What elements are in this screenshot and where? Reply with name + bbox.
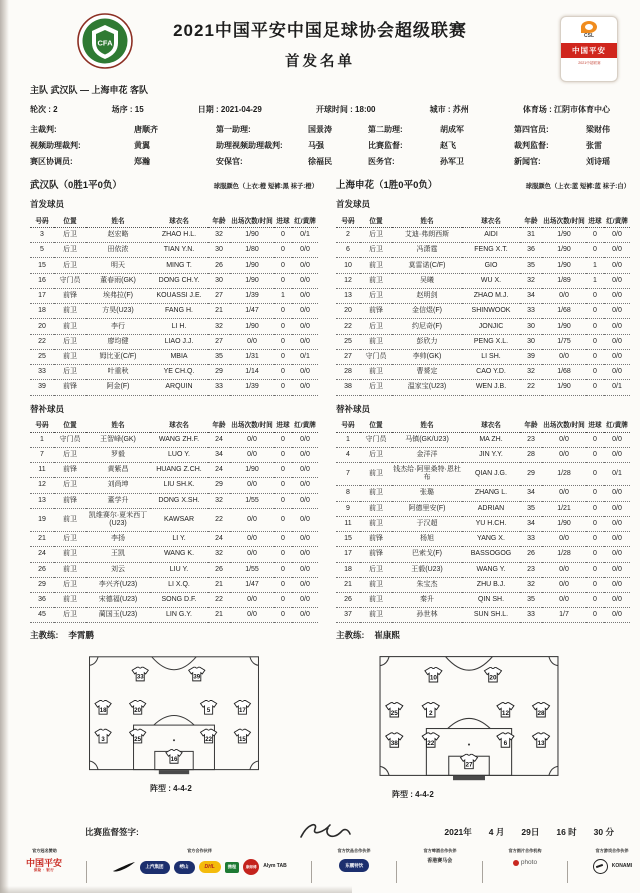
- away-formation-pitch: [376, 655, 562, 785]
- player-row: 25 前卫 彭欣力 PENG X.L. 30 1/75 0 0/0: [336, 334, 630, 349]
- player-row: 17 前锋 埃弗拉(F) KOUASSI J.E. 27 1/39 1 0/0: [30, 288, 318, 303]
- csl-brand-band: 中国平安: [561, 43, 617, 58]
- svg-text:39: 39: [193, 675, 201, 682]
- away-formation: [376, 655, 562, 800]
- away-team-name: 上海申花（1胜0平0负）: [336, 180, 438, 191]
- sponsor-group-header: 官方啤酒合作伙伴: [423, 848, 457, 853]
- sponsor-group-header: 官方游戏合作伙伴: [595, 848, 629, 853]
- player-row: 1 守门员 王智峰(GK) WANG ZH.F. 24 0/0 0 0/0: [30, 432, 318, 447]
- column-header: 红/黄牌: [292, 417, 318, 433]
- player-shirt-icon: [386, 733, 403, 747]
- sponsor-logo: 香港赛马会: [427, 858, 453, 864]
- match-info-item: 体育场 : 江阴市体育中心: [522, 105, 610, 114]
- player-shirt-icon: [234, 701, 250, 715]
- player-row: 17 前锋 巴索戈(F) BASSOGOG 26 1/28 0 0/0: [336, 547, 630, 562]
- player-row: 18 后卫 王毅(U23) WANG Y. 23 0/0 0 0/0: [336, 562, 630, 577]
- svg-text:33: 33: [136, 675, 144, 682]
- sponsor-divider: [86, 861, 87, 883]
- player-row: 45 后卫 蔺国玉(U23) LIN G.Y. 21 0/0 0 0/0: [30, 608, 318, 623]
- player-row: 39 前锋 阿金(F) ARQUIN 33 1/39 0 0/0: [30, 380, 318, 395]
- player-row: 9 前卫 阿德里安(F) ADRIAN 35 1/21 0 0/0: [336, 501, 630, 516]
- player-row: 4 后卫 金洋洋 JIN Y.Y. 28 0/0 0 0/0: [336, 447, 630, 462]
- roster-header-row: [336, 212, 630, 228]
- column-header: 进球: [586, 417, 604, 433]
- official-cell: 赛区协调员: 郑瀚: [30, 157, 150, 166]
- player-shirt-icon: [166, 750, 182, 764]
- scan-edge-shadow-bottom: [0, 886, 352, 893]
- away-subs-table: [336, 417, 630, 624]
- column-header: 姓名: [392, 212, 462, 228]
- svg-text:6: 6: [503, 740, 508, 748]
- scan-edge-shadow: [0, 0, 9, 893]
- game-badge-icon: [593, 859, 608, 874]
- sponsor-group: [112, 848, 287, 875]
- column-header: 出场次数/时间: [230, 417, 274, 433]
- column-header: 球衣名: [150, 417, 208, 433]
- column-header: 进球: [274, 417, 292, 433]
- sponsor-group-header: 官方图片合作机构: [508, 848, 542, 853]
- sponsor-strip: [26, 848, 632, 883]
- player-shirt-icon: [484, 668, 501, 682]
- svg-text:5: 5: [206, 708, 211, 715]
- formation-diagrams: [88, 655, 640, 800]
- match-info-item: 场序 : 15: [111, 105, 144, 114]
- official-cell: 主裁判: 唐顺齐: [30, 125, 158, 134]
- svg-text:20: 20: [489, 675, 497, 683]
- player-shirt-icon: [425, 668, 442, 682]
- column-header: 位置: [360, 417, 392, 433]
- player-shirt-icon: [422, 733, 439, 747]
- column-header: 红/黄牌: [604, 417, 630, 433]
- sponsor-group: [336, 848, 372, 872]
- player-row: 20 前卫 李行 LI H. 32 1/90 0 0/0: [30, 319, 318, 334]
- column-header: 号码: [30, 212, 54, 228]
- home-formation-pitch: [88, 655, 260, 779]
- official-cell: 助理视频助理裁判: 马强: [216, 141, 324, 150]
- player-row: 38 后卫 温家宝(U23) WEN J.B. 22 1/90 0 0/1: [336, 380, 630, 395]
- player-row: 21 后卫 李扬 LI Y. 24 0/0 0 0/0: [30, 532, 318, 547]
- svg-text:10: 10: [429, 675, 437, 683]
- csl-flame-icon: CSL: [581, 17, 597, 43]
- player-row: 7 后卫 罗毅 LUO Y. 34 0/0 0 0/0: [30, 447, 318, 462]
- player-row: 7 前卫 钱杰给·阿里桑特·恩杜布 QIAN J.G. 29 1/28 0 0/1: [336, 463, 630, 486]
- player-shirt-icon: [95, 730, 111, 744]
- date-part: 4 月: [488, 827, 505, 838]
- coach-label: 主教练:: [30, 630, 59, 641]
- home-subs-table: [30, 417, 318, 624]
- signature-row: [85, 818, 614, 846]
- match-info-item: 轮次 : 2: [30, 105, 58, 114]
- svg-text:25: 25: [134, 737, 142, 744]
- page-subtitle: 首发名单: [285, 54, 355, 70]
- date-part: 29日: [521, 827, 540, 838]
- column-header: 出场次数/时间: [542, 417, 586, 433]
- sponsor-group: [507, 848, 543, 866]
- svg-text:CFA: CFA: [97, 38, 113, 48]
- home-starters-table: [30, 212, 318, 396]
- roster-header-row: [30, 417, 318, 433]
- away-kit-colors: 球服颜色（上衣:蓝 短裤:蓝 袜子:白）: [525, 183, 630, 190]
- column-header: 位置: [54, 212, 86, 228]
- player-shirt-icon: [132, 668, 148, 682]
- player-row: 29 后卫 李兴齐(U23) LI X.Q. 21 1/47 0 0/0: [30, 577, 318, 592]
- player-row: 8 前卫 张璐 ZHANG L. 34 0/0 0 0/0: [336, 486, 630, 501]
- column-header: 位置: [54, 417, 86, 433]
- player-shirt-icon: [201, 701, 217, 715]
- player-shirt-icon: [422, 703, 439, 717]
- sponsor-divider: [482, 861, 483, 883]
- player-shirt-icon: [497, 703, 514, 717]
- column-header: 出场次数/时间: [542, 212, 586, 228]
- match-info-row: [30, 104, 610, 115]
- header: [0, 0, 640, 71]
- sponsor-logo: 携程: [225, 862, 239, 873]
- player-shirt-icon: [533, 703, 550, 717]
- match-info-item: 城市 : 苏州: [429, 105, 469, 114]
- home-subs-label: 替补球员: [30, 403, 65, 414]
- matchup-line: 主队 武汉队 — 上海申花 客队: [30, 85, 149, 95]
- csl-pingan-badge: [560, 16, 618, 82]
- sponsor-logo: 东鹏特饮: [339, 859, 369, 872]
- sponsor-group-header: 官方冠名赞助: [31, 848, 57, 853]
- player-row: 37 前卫 孙世林 SUN SH.L. 33 1/7 0 0/0: [336, 608, 630, 623]
- signature-date: [444, 826, 614, 838]
- svg-text:20: 20: [134, 708, 142, 715]
- supervisor-signature-label: 比赛监督签字:: [85, 827, 139, 838]
- player-row: 15 后卫 明天 MING T. 26 1/90 0 0/0: [30, 258, 318, 273]
- match-info-item: 日期 : 2021-04-29: [197, 105, 262, 114]
- column-header: 姓名: [86, 417, 150, 433]
- home-coach-name: 李霄鹏: [68, 630, 94, 641]
- column-header: 红/黄牌: [604, 212, 630, 228]
- player-row: 28 前卫 曹赟定 CAO Y.D. 32 1/68 0 0/0: [336, 365, 630, 380]
- player-row: 19 前卫 凯维赛尔·夏米西丁(U23) KAWSAR 22 0/0 0 0/0: [30, 508, 318, 531]
- column-header: 球衣名: [150, 212, 208, 228]
- official-cell: 第四官员: 梁财伟: [514, 125, 610, 134]
- player-row: 22 后卫 廖均健 LIAO J.J. 27 0/0 0 0/0: [30, 334, 318, 349]
- officials-grid: [30, 124, 612, 167]
- sponsor-logo: KONAMI: [611, 862, 632, 869]
- player-shirt-icon: [189, 668, 205, 682]
- roster-header-row: [30, 212, 318, 228]
- player-row: 16 守门员 董春雨(GK) DONG CH.Y. 30 1/90 0 0/0: [30, 273, 318, 288]
- column-header: 出场次数/时间: [230, 212, 274, 228]
- home-formation-label: 阵型 : 4-4-2: [150, 784, 192, 794]
- home-team-name: 武汉队（0胜1平0负）: [30, 180, 122, 191]
- player-shirt-icon: [460, 755, 477, 769]
- home-formation: [88, 655, 260, 800]
- column-header: 年龄: [520, 417, 542, 433]
- player-row: 12 后卫 刘尚坤 LIU SH.K. 29 0/0 0 0/0: [30, 478, 318, 493]
- player-row: 11 前锋 黄紫昌 HUANG Z.CH. 24 1/90 0 0/0: [30, 463, 318, 478]
- home-team-column: [30, 177, 318, 641]
- player-row: 6 后卫 冯潇霆 FENG X.T. 36 1/90 0 0/0: [336, 243, 630, 258]
- svg-text:2: 2: [428, 710, 433, 718]
- svg-text:12: 12: [501, 710, 509, 718]
- sponsor-divider: [311, 861, 312, 883]
- sponsor-group-header: 官方饮品合作伙伴: [337, 848, 371, 853]
- sponsor-logo: photo: [513, 859, 537, 866]
- player-row: 18 前卫 方昊(U23) FANG H. 21 1/47 0 0/0: [30, 304, 318, 319]
- player-row: 1 守门员 马镇(GK/U23) MA ZH. 23 0/0 0 0/0: [336, 432, 630, 447]
- player-row: 12 前卫 吴曦 WU X. 32 1/89 1 0/0: [336, 273, 630, 288]
- player-row: 11 前卫 于汉超 YU H.CH. 34 1/90 0 0/0: [336, 516, 630, 531]
- official-cell: 第二助理: 胡成军: [368, 125, 464, 134]
- player-row: 26 前卫 刘云 LIU Y. 26 1/55 0 0/0: [30, 562, 318, 577]
- away-starters-table: [336, 212, 630, 396]
- sponsor-logo: 康师傅: [243, 859, 259, 875]
- official-cell: 视频助理裁判: 黄翼: [30, 141, 150, 150]
- home-coach-line: [30, 629, 318, 641]
- away-subs-label: 替补球员: [336, 403, 371, 414]
- player-row: 21 前卫 朱宝杰 ZHU B.J. 32 0/0 0 0/0: [336, 577, 630, 592]
- player-row: 36 前卫 宋德福(U23) SONG D.F. 22 0/0 0 0/0: [30, 592, 318, 607]
- column-header: 进球: [586, 212, 604, 228]
- player-shirt-icon: [386, 703, 403, 717]
- svg-text:13: 13: [537, 740, 545, 748]
- player-row: 15 前锋 杨旭 YANG X. 33 0/0 0 0/0: [336, 532, 630, 547]
- match-info-item: 开球时间 : 18:00: [315, 105, 376, 114]
- column-header: 年龄: [208, 417, 230, 433]
- player-row: 20 前锋 金信煜(F) SHINWOOK 33 1/68 0 0/0: [336, 304, 630, 319]
- away-coach-name: 崔康熙: [374, 630, 400, 641]
- svg-text:28: 28: [537, 710, 545, 718]
- column-header: 姓名: [86, 212, 150, 228]
- column-header: 年龄: [208, 212, 230, 228]
- player-row: 5 后卫 田依浓 TIAN Y.N. 30 1/80 0 0/0: [30, 243, 318, 258]
- date-part: 16 时: [556, 827, 577, 838]
- player-row: 22 后卫 约尼奇(F) JONJIC 30 1/90 0 0/0: [336, 319, 630, 334]
- nike-swoosh-icon: [112, 862, 136, 872]
- player-row: 13 前锋 董学升 DONG X.SH. 32 1/55 0 0/0: [30, 493, 318, 508]
- svg-text:25: 25: [390, 710, 398, 718]
- svg-text:22: 22: [205, 737, 212, 744]
- home-kit-colors: 球服颜色（上衣:橙 短裤:黑 袜子:橙）: [213, 183, 318, 190]
- svg-text:3: 3: [101, 737, 105, 744]
- sponsor-logo: Alym TAB: [263, 863, 287, 870]
- column-header: 红/黄牌: [292, 212, 318, 228]
- csl-badge-subtext: 2021中超联赛: [577, 60, 601, 65]
- coach-label: 主教练:: [336, 630, 365, 641]
- player-row: 26 前卫 秦升 QIN SH. 35 0/0 0 0/0: [336, 592, 630, 607]
- player-shirt-icon: [130, 701, 146, 715]
- official-cell: 新闻官: 刘诗瑶: [514, 157, 610, 166]
- player-shirt-icon: [533, 733, 550, 747]
- column-header: 球衣名: [462, 417, 520, 433]
- date-part: 30 分: [593, 827, 614, 838]
- cfa-logo-icon: [76, 12, 134, 70]
- official-cell: 医务官: 孙军卫: [368, 157, 464, 166]
- player-row: 25 前卫 姆比亚(C/F) MBIA 35 1/31 0 0/1: [30, 349, 318, 364]
- sponsor-logo: 上汽集团: [140, 861, 170, 874]
- svg-text:38: 38: [390, 740, 398, 748]
- official-cell: 比赛监督: 赵飞: [368, 141, 456, 150]
- sponsor-logo: DHL: [199, 861, 221, 873]
- official-cell: 裁判监督: 张雷: [514, 141, 602, 150]
- player-row: 24 前卫 王凯 WANG K. 32 0/0 0 0/0: [30, 547, 318, 562]
- date-part: 2021年: [444, 827, 472, 838]
- svg-text:16: 16: [170, 757, 178, 764]
- player-row: 10 前卫 莫雷诺(C/F) GIO 35 1/90 1 0/0: [336, 258, 630, 273]
- handwritten-signature: [297, 818, 359, 846]
- column-header: 姓名: [392, 417, 462, 433]
- sponsor-logo: 崂山: [174, 861, 195, 874]
- player-row: 13 后卫 赵明剑 ZHAO M.J. 34 0/0 0 0/0: [336, 288, 630, 303]
- sponsor-group: [26, 848, 62, 873]
- away-starters-label: 首发球员: [336, 199, 371, 209]
- column-header: 年龄: [520, 212, 542, 228]
- sponsor-group: [593, 848, 632, 874]
- sponsor-group: [422, 848, 458, 865]
- away-coach-line: [336, 629, 630, 641]
- svg-text:22: 22: [427, 740, 435, 748]
- home-starters-label: 首发球员: [30, 199, 65, 209]
- column-header: 号码: [336, 212, 360, 228]
- player-row: 2 后卫 艾迪·弗朗西斯 AIDI 31 1/90 0 0/0: [336, 228, 630, 243]
- team-columns: [30, 177, 630, 641]
- away-formation-label: 阵型 : 4-4-2: [392, 790, 434, 800]
- player-row: 3 后卫 赵宏略 ZHAO H.L. 32 1/90 0 0/1: [30, 228, 318, 243]
- svg-text:15: 15: [239, 737, 246, 744]
- svg-text:17: 17: [239, 708, 246, 715]
- away-team-column: [336, 177, 630, 641]
- sponsor-group-header: 官方合作伙伴: [186, 848, 212, 853]
- official-cell: 安保官: 徐福民: [216, 157, 332, 166]
- column-header: 球衣名: [462, 212, 520, 228]
- official-cell: 第一助理: 国景涛: [216, 125, 332, 134]
- column-header: 位置: [360, 212, 392, 228]
- player-shirt-icon: [234, 730, 250, 744]
- column-header: 号码: [30, 417, 54, 433]
- sponsor-logo: 中国平安 保险 · 银行: [26, 859, 62, 873]
- column-header: 号码: [336, 417, 360, 433]
- svg-text:27: 27: [465, 761, 473, 769]
- sponsor-divider: [396, 861, 397, 883]
- player-row: 33 后卫 叶重秋 YE CH.Q. 29 1/14 0 0/0: [30, 365, 318, 380]
- svg-text:18: 18: [99, 708, 107, 715]
- player-shirt-icon: [130, 730, 146, 744]
- player-shirt-icon: [95, 701, 111, 715]
- page-title: 2021中国平安中国足球协会超级联赛: [173, 21, 467, 40]
- sponsor-divider: [567, 861, 568, 883]
- column-header: 进球: [274, 212, 292, 228]
- roster-header-row: [336, 417, 630, 433]
- player-row: 27 守门员 李帅(GK) LI SH. 39 0/0 0 0/0: [336, 349, 630, 364]
